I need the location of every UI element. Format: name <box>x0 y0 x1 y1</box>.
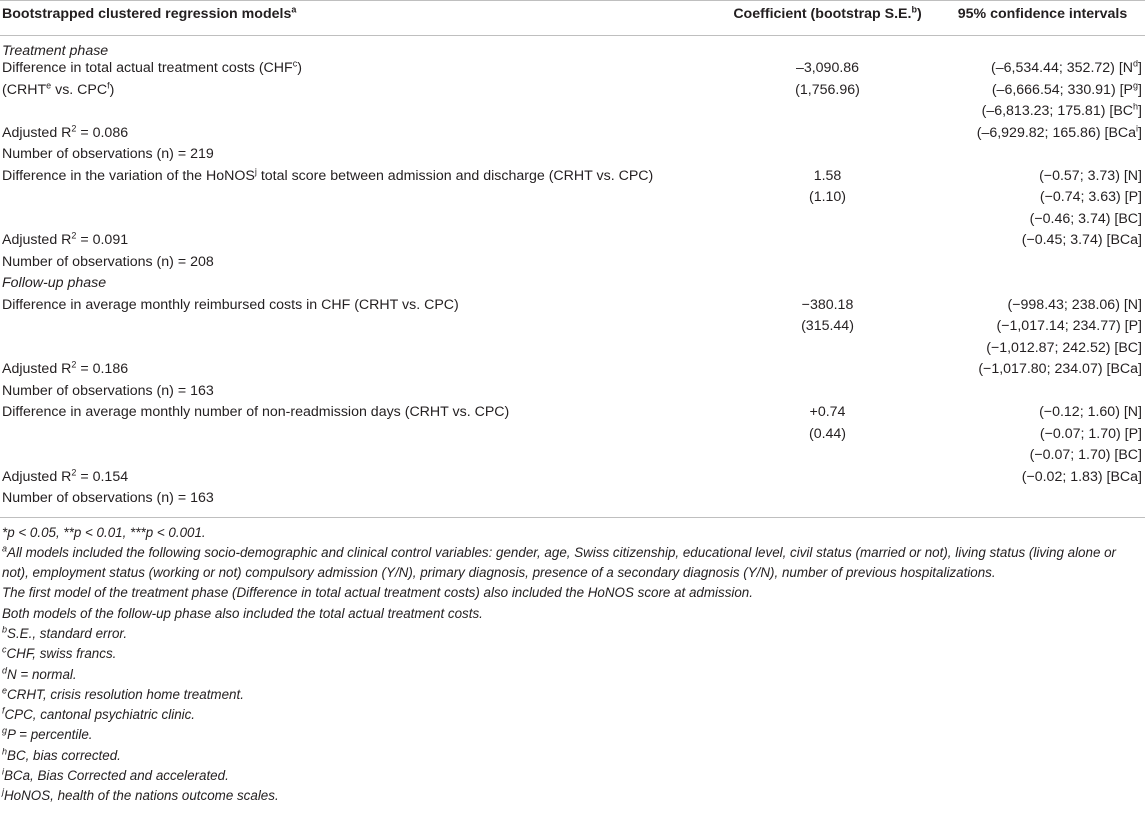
table-row <box>0 123 1145 145</box>
ci-cell: (−1,012.87; 242.52) [BC] <box>986 339 1142 356</box>
table-row <box>0 402 1145 424</box>
footnote: $^c$CHF, swiss francs. <box>2 644 117 662</box>
ci-cell: (−0.57; 3.73) [N] <box>1039 167 1142 184</box>
row-label: Number of observations (n) = 163 <box>2 382 214 399</box>
table-row <box>0 359 1145 381</box>
coef-cell: (1.10) <box>808 189 847 205</box>
ci-cell: (–6,929.82; 165.86) [BCa$^i$] <box>976 122 1142 141</box>
table-row <box>0 80 1145 102</box>
table-footnotes <box>0 518 1145 807</box>
table-row <box>0 58 1145 80</box>
header-row <box>0 1 1145 36</box>
footnote: $^a$All models included the following socio-demographic and clinical control variables: gender, age, Swiss citizenship, educational level, civil status (married or not), living status (living alone or <box>2 543 1117 560</box>
ci-cell: (−0.12; 1.60) [N] <box>1039 404 1142 420</box>
row-label: Difference in the variation of the HoNOS$^j$ total score between admission and discharge (CRHT vs. CPC) <box>2 165 654 184</box>
coef-cell: (0.44) <box>808 425 847 442</box>
table-row <box>0 230 1145 252</box>
ci-cell: (–6,666.54; 330.91) $[P^g]$ <box>991 79 1142 98</box>
footnote: $^i$BCa, Bias Corrected and accelerated. <box>2 766 229 784</box>
footnote: $^d$N = normal. <box>2 665 77 682</box>
table-row <box>0 338 1145 360</box>
coef-cell: 1.58 <box>813 167 842 184</box>
ci-cell: (−0.46; 3.74) [BC] <box>1029 210 1142 227</box>
table-row <box>0 209 1145 231</box>
footnote: $^b$S.E., standard error. <box>2 624 128 641</box>
row-label: Adjusted $R^2 = 0.091$ <box>2 230 129 248</box>
table-row <box>0 187 1145 209</box>
ci-cell: (−0.02; 1.83) [BCa] <box>1021 468 1142 485</box>
section-treatment-phase: Treatment phase <box>2 43 109 59</box>
table-row <box>0 273 1145 295</box>
ci-cell: (−0.07; 1.70) [P] <box>1039 425 1142 442</box>
footnote: $^e$CRHT, crisis resolution home treatment. <box>2 685 244 702</box>
coef-cell: +0.74 <box>809 404 846 420</box>
table-row <box>0 36 1145 59</box>
coef-cell: (315.44) <box>801 318 854 334</box>
row-label: Adjusted $R^2 = 0.186$ <box>2 359 129 377</box>
ci-cell: (−0.45; 3.74) [BCa] <box>1021 232 1142 248</box>
table-row <box>0 488 1145 510</box>
footnote: $^h$BC, bias corrected. <box>2 746 121 763</box>
table-header <box>0 1 1145 36</box>
table-row <box>0 144 1145 166</box>
table-body <box>0 36 1145 510</box>
table-row <box>0 101 1145 123</box>
row-label: Difference in average monthly number of non-readmission days (CRHT vs. CPC) <box>2 404 510 420</box>
table-row <box>0 295 1145 317</box>
header-models: Bootstrapped clustered regression models$^a$ <box>0 1 715 36</box>
ci-cell: (−1,017.14; 234.77) [P] <box>996 318 1142 334</box>
footnote: not), employment status (working or not) compulsory admission (Y/N), primary diagnosis, presence of a secondary diagnosis (Y/N), number of previous hospitalizations. <box>2 565 996 581</box>
ci-cell: (–6,813.23; 175.81) $[BC^h]$ <box>981 101 1142 119</box>
footnote: The first model of the treatment phase (Difference in total actual treatment costs) also included the HoNOS score at admission. <box>2 585 753 601</box>
row-label: (CRHT$^e$ vs. CPC$^f$) <box>2 79 115 98</box>
coef-cell: (1,756.96) <box>795 81 860 98</box>
row-label: Adjusted $R^2 = 0.154$ <box>2 466 129 485</box>
table-row <box>0 445 1145 467</box>
header-coefficient: Coefficient (bootstrap S.E.$^b$) <box>715 1 940 36</box>
row-label: Adjusted $R^2 = 0.086$ <box>2 122 129 141</box>
footnote: *p < 0.05, **p < 0.01, ***p < 0.001. <box>2 524 206 540</box>
table-row <box>0 467 1145 489</box>
section-follow-up-phase: Follow-up phase <box>2 275 107 291</box>
row-label: Number of observations (n) = 208 <box>2 253 214 270</box>
table-row <box>0 252 1145 274</box>
row-label: Number of observations (n) = 219 <box>2 146 214 162</box>
table-row <box>0 316 1145 338</box>
ci-cell: (−1,017.80; 234.07) [BCa] <box>978 361 1142 377</box>
ci-cell: (–6,534.44; 352.72) $[N^d]$ <box>991 58 1142 76</box>
table-row <box>0 166 1145 188</box>
footnote: $^g$P = percentile. <box>2 726 93 743</box>
coef-cell: −380.18 <box>801 296 854 313</box>
footnote: $^f$CPC, cantonal psychiatric clinic. <box>2 705 196 723</box>
row-label: Difference in average monthly reimbursed costs in CHF (CRHT vs. CPC) <box>2 296 459 313</box>
table-row <box>0 381 1145 403</box>
footnote: $^j$HoNOS, health of the nations outcome scales. <box>2 786 279 804</box>
row-label: Difference in total actual treatment costs (CHF$^c$) <box>2 58 302 76</box>
ci-cell: (−998.43; 238.06) [N] <box>1007 296 1142 313</box>
ci-cell: (−0.07; 1.70) [BC] <box>1029 447 1142 463</box>
header-ci: 95% confidence intervals <box>940 1 1145 36</box>
table-row <box>0 424 1145 446</box>
ci-cell: (−0.74; 3.63) [P] <box>1039 189 1142 205</box>
footnote: Both models of the follow-up phase also included the total actual treatment costs. <box>2 605 483 621</box>
row-label: Number of observations (n) = 163 <box>2 490 214 506</box>
coef-cell: –3,090.86 <box>795 60 860 76</box>
